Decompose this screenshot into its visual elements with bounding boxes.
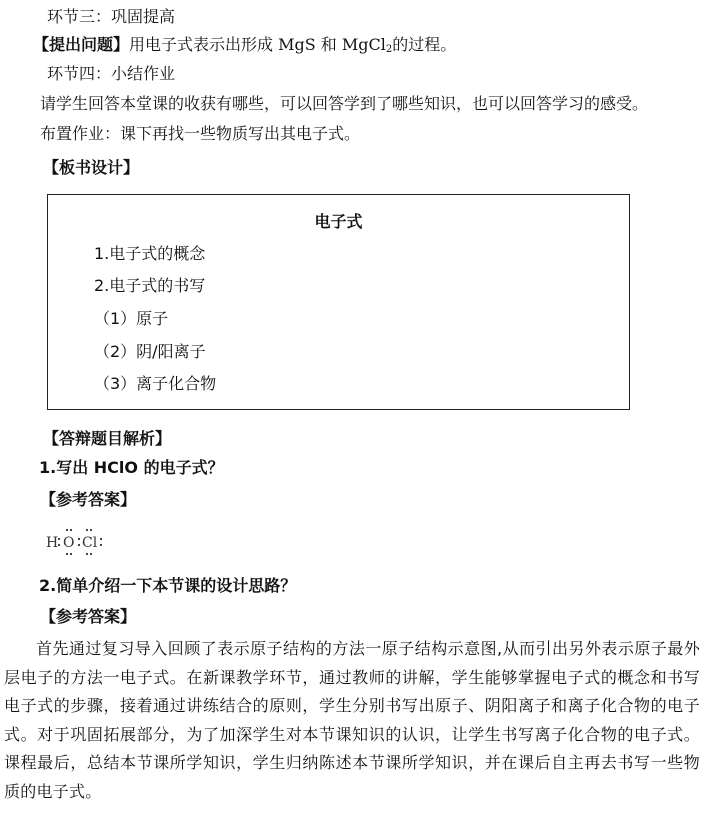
question-pre: 用电子式表示出形成 bbox=[129, 35, 279, 54]
question-tag: 【提出问题】 bbox=[33, 35, 130, 54]
answer-tag-1: 【参考答案】 bbox=[40, 490, 137, 509]
defense-heading: 【答辩题目解析】 bbox=[43, 429, 172, 448]
svg-text:O: O bbox=[63, 535, 75, 551]
board-title: 电子式 bbox=[314, 212, 363, 231]
svg-text:H: H bbox=[46, 535, 59, 551]
step4-heading: 环节四：小结作业 bbox=[47, 64, 176, 83]
board-item-4: （2）阴/阳离子 bbox=[94, 342, 206, 361]
svg-text:Cl: Cl bbox=[82, 535, 98, 551]
board-item-2: 2.电子式的书写 bbox=[94, 276, 206, 295]
board-item-3: （1）原子 bbox=[94, 309, 169, 328]
question-and: 和 bbox=[315, 35, 342, 54]
formula-mgcl2: MgCl$_2$ bbox=[341, 35, 393, 55]
step3-question bbox=[33, 34, 456, 61]
formula-mgs: MgS bbox=[278, 35, 316, 54]
step4-homework: 布置作业：课下再找一些物质写出其电子式。 bbox=[40, 124, 361, 143]
question-post: 的过程。 bbox=[392, 35, 457, 54]
step3-heading: 环节三：巩固提高 bbox=[47, 7, 176, 26]
board-item-1: 1.电子式的概念 bbox=[94, 244, 206, 263]
question-2: 2.简单介绍一下本节课的设计思路？ bbox=[39, 576, 297, 595]
board-item-5: （3）离子化合物 bbox=[94, 374, 217, 393]
board-heading: 【板书设计】 bbox=[43, 158, 140, 177]
question-1: 1.写出 HClO 的电子式？ bbox=[39, 458, 224, 477]
hclo-electron-formula bbox=[44, 527, 108, 561]
lewis-structure-graphic bbox=[44, 527, 108, 557]
board-design-box bbox=[47, 194, 630, 410]
answer-paragraph: 首先通过复习导入回顾了表示原子结构的方法一原子结构示意图,从而引出另外表示原子最外层电子的方法一电子式。在新课教学环节，通过教师的讲解，学生能够掌握电子式的概念和书写电子式的步骤，接着通过讲练结合的原则，学生分别书写出原子、阴阳离子和离子化合物的电子式。对于巩固拓展部分，为了加深学生对本节课知识的认识，让学生书写离子化合物的电子式。课程最后，总结本节课所学知识，学生归纳陈述本节课所学知识，并在课后自主再去书写一些物质的电子式。 bbox=[4, 639, 700, 801]
answer-tag-2: 【参考答案】 bbox=[40, 607, 137, 626]
step4-line1: 请学生回答本堂课的收获有哪些，可以回答学到了哪些知识，也可以回答学习的感受。 bbox=[40, 94, 649, 113]
